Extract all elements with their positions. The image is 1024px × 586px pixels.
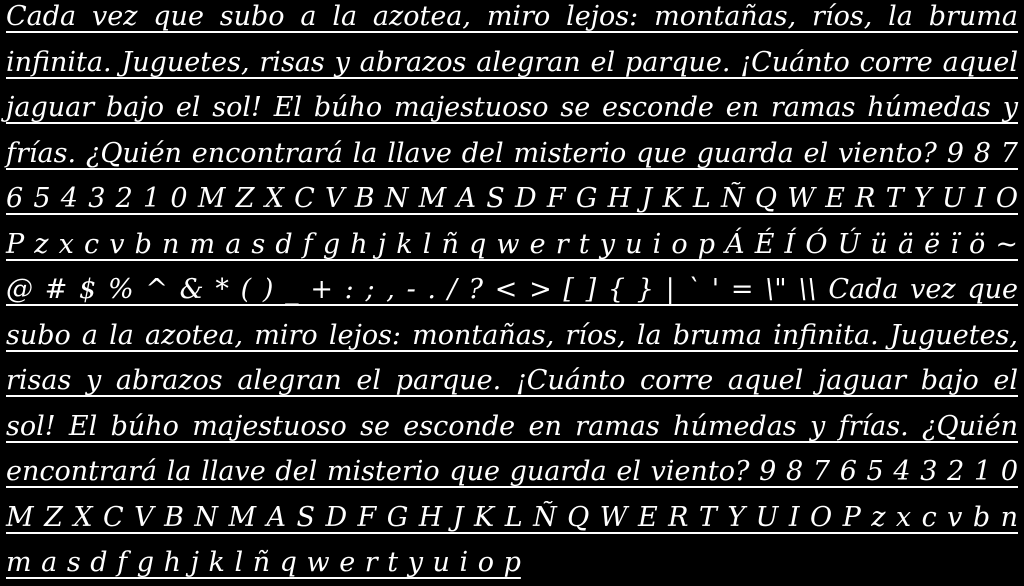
specimen-text: Cada vez que subo a la azotea, miro lejos: montañas, ríos, la bruma infinita. Juguetes, risas y abrazos alegran el parque. ¡Cuánto corre aquel jaguar bajo el sol! El búho majestuoso se esconde en ramas húmedas y frías. ¿Quién encontrará la llave del misterio que guarda el viento? 9 8 7 6 5 4 3 2 1 0 M Z X C V B N M A S D F G H J K L Ñ Q W E R T Y U I O P z x c v b n m a s d f g h j k l ñ q w e r t y u i o p Á É Í Ó Ú ü ä ë ï ö ~ @ # $ % ^ & * ( ) _ + : ; , - . / ? < > [ ] { } | ` ' = \" \\ Cada vez que subo a la azotea, miro lejos: montañas, ríos, la bruma infinita. Juguetes, risas y abrazos alegran el parque. ¡Cuánto corre aquel jaguar bajo el sol! El búho majestuoso se esconde en ramas húmedas y frías. ¿Quién encontrará la llave del misterio que guarda el viento? 9 8 7 6 5 4 3 2 1 0 M Z X C V B N M A S D F G H J K L Ñ Q W E R T Y U I O P z x c v b n m a s d f g h j k l ñ q w e r t y u i o p [6,1,1018,578]
